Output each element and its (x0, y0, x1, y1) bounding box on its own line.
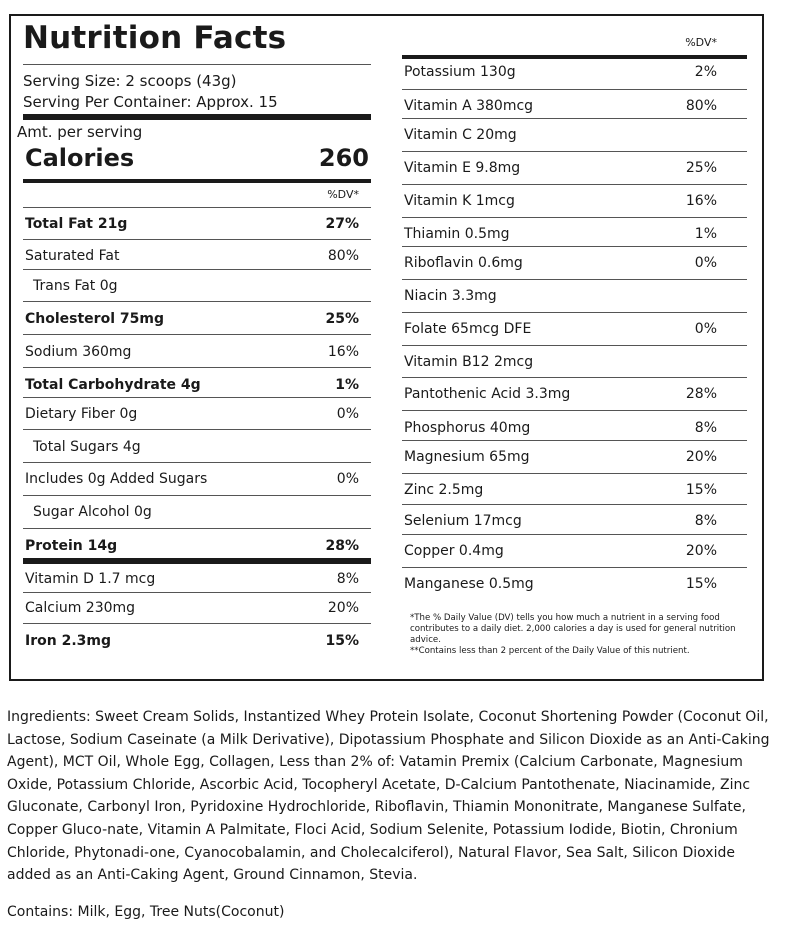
nutrient-daily-value: 80% (327, 248, 359, 264)
row-divider (402, 246, 747, 247)
row-divider (402, 217, 747, 218)
nutrient-daily-value: 0% (336, 406, 359, 422)
nutrient-name: Riboflavin 0.6mg (404, 255, 523, 271)
row-divider (402, 89, 747, 90)
row-divider (402, 345, 747, 346)
nutrient-daily-value: 20% (327, 600, 359, 616)
right-top-rule (402, 55, 747, 59)
title-rule (23, 64, 371, 65)
nutrient-name: Saturated Fat (25, 248, 120, 264)
nutrient-name: Total Sugars 4g (33, 439, 141, 455)
nutrient-daily-value: 8% (694, 420, 717, 436)
row-divider (402, 184, 747, 185)
nutrient-name: Vitamin K 1mcg (404, 193, 515, 209)
nutrient-name: Sugar Alcohol 0g (33, 504, 152, 520)
nutrient-name: Vitamin E 9.8mg (404, 160, 521, 176)
nutrient-name: Magnesium 65mg (404, 449, 530, 465)
row-divider (23, 623, 371, 624)
nutrient-name: Dietary Fiber 0g (25, 406, 138, 422)
nutrient-daily-value: 0% (694, 255, 717, 271)
nutrient-daily-value: 16% (327, 344, 359, 360)
row-divider (23, 301, 371, 302)
nutrient-name: Total Carbohydrate 4g (25, 377, 201, 393)
serving-size: Serving Size: 2 scoops (43g) (23, 72, 237, 90)
row-divider (402, 312, 747, 313)
nutrient-name: Cholesterol 75mg (25, 311, 164, 327)
row-divider (23, 495, 371, 496)
calories-label: Calories (25, 144, 135, 172)
row-divider (23, 207, 371, 208)
row-divider (402, 151, 747, 152)
nutrition-facts-panel (9, 14, 764, 681)
nutrient-name: Total Fat 21g (25, 216, 128, 232)
nutrient-daily-value: 80% (685, 98, 717, 114)
nutrient-daily-value: 0% (694, 321, 717, 337)
nutrient-daily-value: 27% (325, 216, 359, 232)
row-divider (23, 269, 371, 270)
row-divider (23, 397, 371, 398)
nutrient-name: Copper 0.4mg (404, 543, 504, 559)
row-divider (23, 239, 371, 240)
row-divider (402, 534, 747, 535)
ingredients-text: Ingredients: Sweet Cream Solids, Instantized Whey Protein Isolate, Coconut Shortening Powder (Coconut Oil, Lactose, Sodium Caseinate (a Milk Derivative), Dipotassium Phosphate and Silicon Dioxide as an Anti-Caking Agent), MCT Oil, Whole Egg, Collagen, Less than 2% of: Vatamin Premix (Calcium Carbonate, Magnesium Oxide, Potassium Chloride, Ascorbic Acid, Tocopheryl Acetate, D-Calcium Pantothenate, Niacinamide, Zinc Gluconate, Carbonyl Iron, Pyridoxine Hydrochloride, Riboflavin, Thiamin Mononitrate, Manganese Sulfate, Copper Gluco-nate, Vitamin A Palmitate, Floci Acid, Sodium Selenite, Potassium Iodide, Biotin, Chronium Chloride, Phytonadi-one, Cyanocobalamin, and Cholecalciferol), Natural Flavor, Sea Salt, Silicon Dioxide added as an Anti-Caking Agent, Ground Cinnamon, Stevia. (7, 709, 770, 884)
nutrient-daily-value: 8% (694, 513, 717, 529)
nutrient-name: Sodium 360mg (25, 344, 132, 360)
serving-rule (23, 114, 371, 120)
nutrient-daily-value: 15% (325, 633, 359, 649)
row-divider (23, 429, 371, 430)
footnote-daily-value: *The % Daily Value (DV) tells you how much a nutrient in a serving food contributes to a daily diet. 2,000 calories a day is used for general nutrition advice. (410, 613, 736, 645)
nutrient-name: Zinc 2.5mg (404, 482, 484, 498)
row-divider (402, 118, 747, 119)
nutrient-daily-value: 15% (685, 482, 717, 498)
nutrient-name: Trans Fat 0g (33, 278, 118, 294)
nutrient-daily-value: 8% (336, 571, 359, 587)
row-divider (23, 334, 371, 335)
nutrient-daily-value: 28% (685, 386, 717, 402)
nutrient-name: Selenium 17mcg (404, 513, 522, 529)
right-dv-header: %DV* (685, 36, 717, 49)
nutrient-name: Pantothenic Acid 3.3mg (404, 386, 571, 402)
footnote-less-than-2: **Contains less than 2 percent of the Daily Value of this nutrient. (410, 646, 690, 656)
nutrient-name: Niacin 3.3mg (404, 288, 497, 304)
row-divider (402, 279, 747, 280)
row-divider (23, 528, 371, 529)
amt-per-serving: Amt. per serving (17, 123, 143, 141)
nutrient-name: Vitamin B12 2mcg (404, 354, 534, 370)
contains-label: Contains: (7, 904, 74, 920)
nutrient-name: Phosphorus 40mg (404, 420, 531, 436)
nutrient-daily-value: 0% (336, 471, 359, 487)
left-dv-header: %DV* (327, 188, 359, 201)
nutrient-name: Vitamin D 1.7 mcg (25, 571, 156, 587)
row-divider (23, 462, 371, 463)
serving-per-container: Serving Per Container: Approx. 15 (23, 93, 278, 111)
row-divider (402, 473, 747, 474)
calories-rule (23, 179, 371, 183)
nutrition-facts-title: Nutrition Facts (23, 20, 287, 56)
contains-statement (7, 904, 284, 920)
nutrient-daily-value: 25% (685, 160, 717, 176)
calories-value: 260 (318, 144, 369, 172)
nutrient-daily-value: 16% (685, 193, 717, 209)
nutrient-name: Iron 2.3mg (25, 633, 111, 649)
nutrient-daily-value: 28% (325, 538, 359, 554)
nutrient-daily-value: 1% (335, 377, 359, 393)
nutrient-name: Vitamin C 20mg (404, 127, 517, 143)
row-divider (402, 410, 747, 411)
nutrient-daily-value: 20% (685, 449, 717, 465)
nutrient-daily-value: 25% (325, 311, 359, 327)
row-divider (402, 504, 747, 505)
row-divider (402, 440, 747, 441)
nutrient-name: Protein 14g (25, 538, 118, 554)
nutrient-daily-value: 15% (685, 576, 717, 592)
row-divider (23, 558, 371, 564)
row-divider (23, 592, 371, 593)
nutrient-name: Potassium 130g (404, 64, 516, 80)
nutrient-name: Thiamin 0.5mg (404, 226, 510, 242)
nutrient-daily-value: 1% (694, 226, 717, 242)
nutrient-name: Vitamin A 380mcg (404, 98, 534, 114)
nutrient-name: Folate 65mcg DFE (404, 321, 532, 337)
nutrient-name: Manganese 0.5mg (404, 576, 534, 592)
nutrient-daily-value: 20% (685, 543, 717, 559)
row-divider (402, 377, 747, 378)
contains-allergens: Milk, Egg, Tree Nuts(Coconut) (73, 904, 285, 920)
nutrient-name: Calcium 230mg (25, 600, 136, 616)
row-divider (23, 367, 371, 368)
nutrient-daily-value: 2% (694, 64, 717, 80)
row-divider (402, 567, 747, 568)
nutrient-name: Includes 0g Added Sugars (25, 471, 208, 487)
